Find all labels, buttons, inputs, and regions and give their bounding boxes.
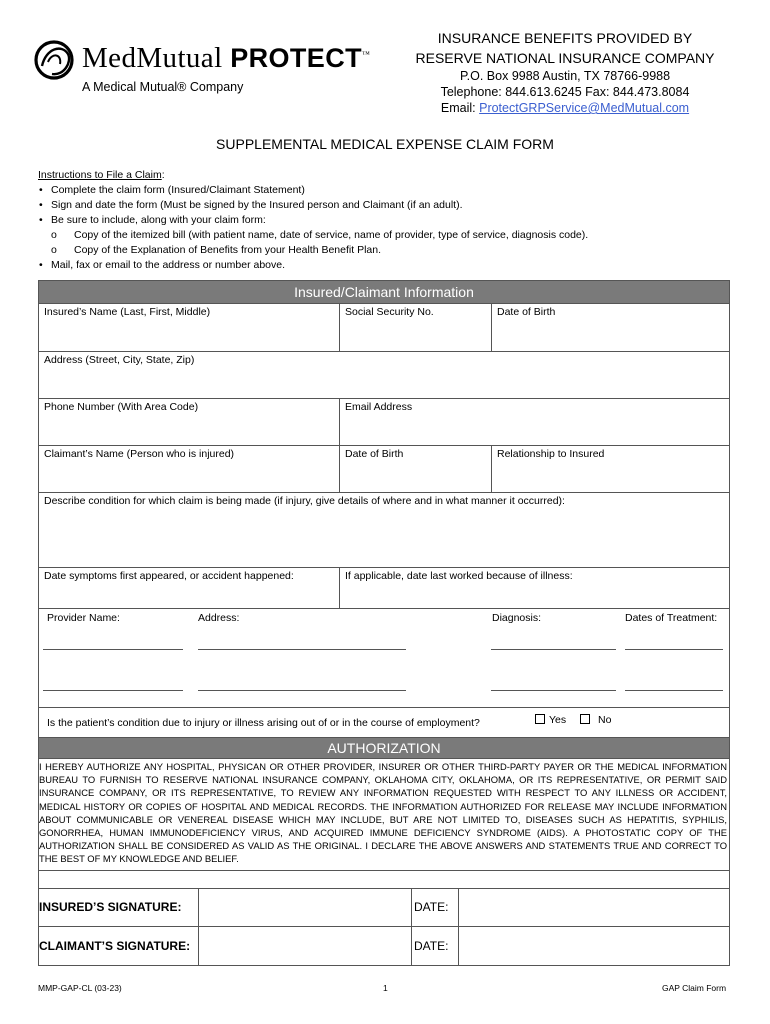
logo-wordmark — [82, 42, 370, 75]
footer-form-name: GAP Claim Form — [662, 983, 727, 993]
instructions-title-colon: : — [161, 169, 165, 181]
provider-name-line[interactable] — [43, 649, 183, 650]
logo-brand-b: PROTECT — [230, 43, 362, 73]
company-phone-fax: Telephone: 844.613.6245 Fax: 844.473.8084 — [440, 85, 690, 99]
claimant-signature-label: CLAIMANT’S SIGNATURE: — [39, 927, 199, 965]
email-label: Email: — [440, 101, 480, 115]
describe-condition-label: Describe condition for which claim is being made (if injury, give details of where and in what manner it occurred): — [44, 495, 565, 507]
no-option[interactable] — [580, 714, 611, 726]
claimant-date-label: DATE: — [412, 927, 459, 965]
row-dates — [39, 568, 729, 609]
company-address: P.O. Box 9988 Austin, TX 78766-9988 — [459, 69, 671, 83]
provider-address-line[interactable] — [198, 649, 406, 650]
form-title: SUPPLEMENTAL MEDICAL EXPENSE CLAIM FORM — [216, 136, 554, 152]
diagnosis-line[interactable] — [491, 649, 616, 650]
provider-block — [39, 609, 729, 708]
row-claimant — [39, 446, 729, 493]
insured-date-label: DATE: — [412, 889, 459, 926]
company-email-line — [400, 100, 730, 116]
instructions-list — [38, 183, 588, 273]
claimant-date-box[interactable] — [459, 927, 729, 965]
insured-date-box[interactable] — [459, 889, 729, 926]
dates-treatment-label: Dates of Treatment: — [625, 612, 718, 624]
instruction-subitem: o Copy of the Explanation of Benefits from your Health Benefit Plan. — [38, 243, 588, 258]
describe-condition-field[interactable] — [39, 493, 729, 567]
row-address — [39, 352, 729, 399]
email-link[interactable]: ProtectGRPService@MedMutual.com — [479, 101, 690, 115]
instruction-item: • Mail, fax or email to the address or number above. — [38, 258, 588, 273]
instruction-item: • Be sure to include, along with your claim form: — [38, 213, 588, 228]
provider-address-line[interactable] — [198, 690, 406, 691]
symptoms-date-field[interactable] — [39, 568, 340, 608]
address-label: Address (Street, City, State, Zip) — [44, 354, 195, 366]
relationship-label: Relationship to Insured — [497, 448, 605, 460]
claimant-name-label: Claimant’s Name (Person who is injured) — [44, 448, 235, 460]
claim-form — [38, 280, 730, 966]
yes-option[interactable] — [535, 714, 566, 726]
insured-dob-field[interactable] — [492, 304, 729, 351]
company-line2: RESERVE NATIONAL INSURANCE COMPANY — [415, 50, 715, 66]
relationship-field[interactable] — [492, 446, 729, 492]
last-worked-label: If applicable, date last worked because of illness: — [345, 570, 573, 582]
dates-treatment-line[interactable] — [625, 649, 723, 650]
insured-signature-row — [39, 889, 729, 927]
instruction-item: • Complete the claim form (Insured/Claimant Statement) — [38, 183, 588, 198]
email-field-label: Email Address — [345, 401, 413, 413]
employment-question: Is the patient’s condition due to injury or illness arising out of or in the course of employment? — [47, 717, 480, 729]
company-line1: INSURANCE BENEFITS PROVIDED BY — [437, 30, 693, 46]
provider-name-label: Provider Name: — [47, 612, 120, 624]
claimant-dob-field[interactable] — [340, 446, 492, 492]
section-authorization-header: AUTHORIZATION — [39, 738, 729, 759]
medmutual-swirl-icon — [32, 36, 82, 86]
claimant-name-field[interactable] — [39, 446, 340, 492]
employment-question-row — [39, 708, 729, 738]
dates-treatment-line[interactable] — [625, 690, 723, 691]
logo-brand-a: MedMutual — [82, 42, 223, 74]
address-field[interactable] — [39, 352, 729, 398]
provider-name-line[interactable] — [43, 690, 183, 691]
ssn-label: Social Security No. — [345, 306, 434, 318]
insured-signature-box[interactable] — [199, 889, 412, 926]
claimant-dob-label: Date of Birth — [345, 448, 404, 460]
instructions — [38, 168, 588, 273]
spacer-row — [39, 871, 729, 889]
symptoms-date-label: Date symptoms first appeared, or accident happened: — [44, 570, 294, 582]
row-phone — [39, 399, 729, 446]
logo-tm: ™ — [362, 49, 371, 59]
yes-checkbox[interactable] — [535, 714, 545, 724]
logo-subtitle: A Medical Mutual® Company — [82, 80, 244, 94]
no-label: No — [598, 714, 612, 726]
instruction-item: • Sign and date the form (Must be signed by the Insured person and Claimant (if an adult). — [38, 198, 588, 213]
ssn-field[interactable] — [340, 304, 492, 351]
email-field[interactable] — [340, 399, 729, 445]
provider-address-label: Address: — [198, 612, 240, 624]
footer-page-number: 1 — [383, 983, 388, 993]
row-describe — [39, 493, 729, 568]
last-worked-field[interactable] — [340, 568, 729, 608]
yes-label: Yes — [549, 714, 567, 726]
authorization-text: I HEREBY AUTHORIZE ANY HOSPITAL, PHYSICAN OR OTHER PROVIDER, INSURER OR OTHER THIRD-PARTY PAYER OR THE MEDICAL INFORMATION BUREAU TO FURNISH TO RESERVE NATIONAL INSURANCE COMPANY, OKLAHOMA CITY, OKLAHOMA, OR ITS REPRESENTATIVE, OR PERMIT SAID INSURANCE COMPANY, OR ITS REPRESENTATIVE, TO REVIEW ANY INFORMATION REQUESTED WITH RESPECT TO ANY ILLNESS OR ACCIDENT, MEDICAL HISTORY OR COPIES OF HOSPITAL AND MEDICAL RECORDS. THE INFORMATION AUTHORIZED FOR RELEASE MAY INCLUDE INFORMATION ABOUT COMMUNICABLE OR VENEREAL DISEASE WHICH MAY INCLUDE, BUT ARE NOT LIMITED TO, DISEASES SUCH AS HEPATITIS, SYPHILIS, GONORRHEA, HUMAN IMMUNODEFICIENCY VIRUS, AND ACQUIRED IMMUNE DEFICIENCY SYNDROME (AIDS). A PHOTOSTATIC COPY OF THE AUTHORIZATION SHALL BE CONSIDERED AS VALID AS THE ORIGINAL. I DECLARE THE ABOVE ANSWERS AND STATEMENTS TRUE AND CORRECT TO THE BEST OF MY KNOWLEDGE AND BELIEF. — [39, 759, 729, 871]
phone-label: Phone Number (With Area Code) — [44, 401, 199, 413]
no-checkbox[interactable] — [580, 714, 590, 724]
instruction-subitem: o Copy of the itemized bill (with patient name, date of service, name of provider, type of service, diagnosis code). — [38, 228, 588, 243]
insured-signature-label: INSURED’S SIGNATURE: — [39, 889, 199, 926]
section-insured-header: Insured/Claimant Information — [39, 281, 729, 304]
row-insured — [39, 304, 729, 352]
insured-dob-label: Date of Birth — [497, 306, 556, 318]
medmutual-protect-logo — [32, 36, 382, 96]
instructions-title: Instructions to File a Claim — [38, 169, 162, 181]
company-info — [400, 28, 730, 116]
insured-name-label: Insured’s Name (Last, First, Middle) — [44, 306, 211, 318]
footer-form-code: MMP-GAP-CL (03-23) — [38, 983, 122, 993]
phone-field[interactable] — [39, 399, 340, 445]
claimant-signature-row — [39, 927, 729, 965]
diagnosis-label: Diagnosis: — [492, 612, 542, 624]
diagnosis-line[interactable] — [491, 690, 616, 691]
claimant-signature-box[interactable] — [199, 927, 412, 965]
insured-name-field[interactable] — [39, 304, 340, 351]
